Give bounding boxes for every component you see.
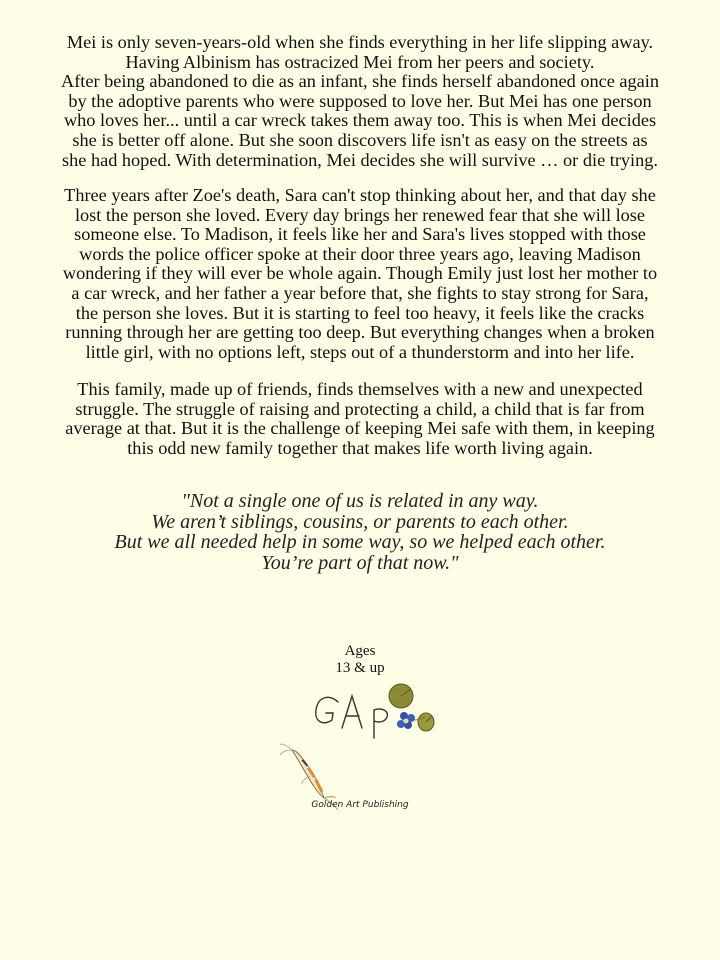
text-line: a car wreck, and her father a year before that, she fights to stay strong for Sara, [71, 282, 649, 303]
text-line: lost the person she loved. Every day brings her renewed fear that she will lose [74, 204, 646, 225]
text-line: Three years after Zoe's death, Sara can't stop thinking about her, and that day she [64, 185, 656, 205]
text-line: wondering if they will ever be whole again. Though Emily just lost her mother to [62, 263, 658, 284]
logo-lettering [316, 696, 388, 738]
quote-line: You’re part of that now." [261, 551, 459, 574]
text-line: Having Albinism has ostracized Mei from her peers and society. [125, 51, 595, 72]
text-line: someone else. To Madison, it feels like her and Sara's lives stopped with those [74, 224, 646, 245]
text-line: this odd new family together that makes life worth living again. [127, 437, 593, 458]
text-line: Mei is only seven-years-old when she finds everything in her life slipping away. [66, 32, 654, 52]
text-line: struggle. The struggle of raising and protecting a child, a child that is far from [75, 398, 645, 419]
text-line: After being abandoned to die as an infant, she finds herself abandoned once again [61, 71, 659, 92]
text-line: the person she loves. But it is starting to feel too heavy, it feels like the cracks [75, 302, 645, 323]
publisher-name: Golden Art Publishing [311, 800, 409, 810]
text-line: average at that. But it is the challenge of keeping Mei safe with them, in keeping [65, 418, 655, 439]
quote-line: "Not a single one of us is related in any way. [181, 490, 539, 512]
ages-label: Ages [344, 643, 376, 659]
text-line: words the police officer spoke at their door three years ago, leaving Madison [79, 243, 641, 264]
text-line: This family, made up of friends, finds themselves with a new and unexpected [77, 379, 643, 399]
quote-line: We aren’t siblings, cousins, or parents to each other. [151, 510, 569, 533]
ages-value: 13 & up [335, 660, 385, 676]
text-line: running through her are getting too deep. But everything changes when a broken [65, 322, 655, 343]
text-line: she is better off alone. But she soon discovers life isn't as easy on the streets as [72, 129, 648, 150]
synopsis-paragraph-3 [20, 380, 700, 458]
text-line: she had hoped. With determination, Mei decides she will survive … or die trying. [62, 149, 658, 170]
text-line: who loves her... until a car wreck takes them away too. This is when Mei decides [63, 110, 657, 131]
age-rating [20, 643, 700, 677]
text-line: little girl, with no options left, steps out of a thunderstorm and into her life. [85, 341, 635, 362]
quote-line: But we all needed help in some way, so we helped each other. [114, 531, 606, 553]
pull-quote [20, 491, 700, 573]
synopsis-paragraph-2 [20, 186, 700, 362]
publisher-logo [280, 680, 450, 810]
text-line: by the adoptive parents who were supposed to love her. But Mei has one person [68, 90, 652, 111]
synopsis-paragraph-1 [20, 33, 700, 170]
